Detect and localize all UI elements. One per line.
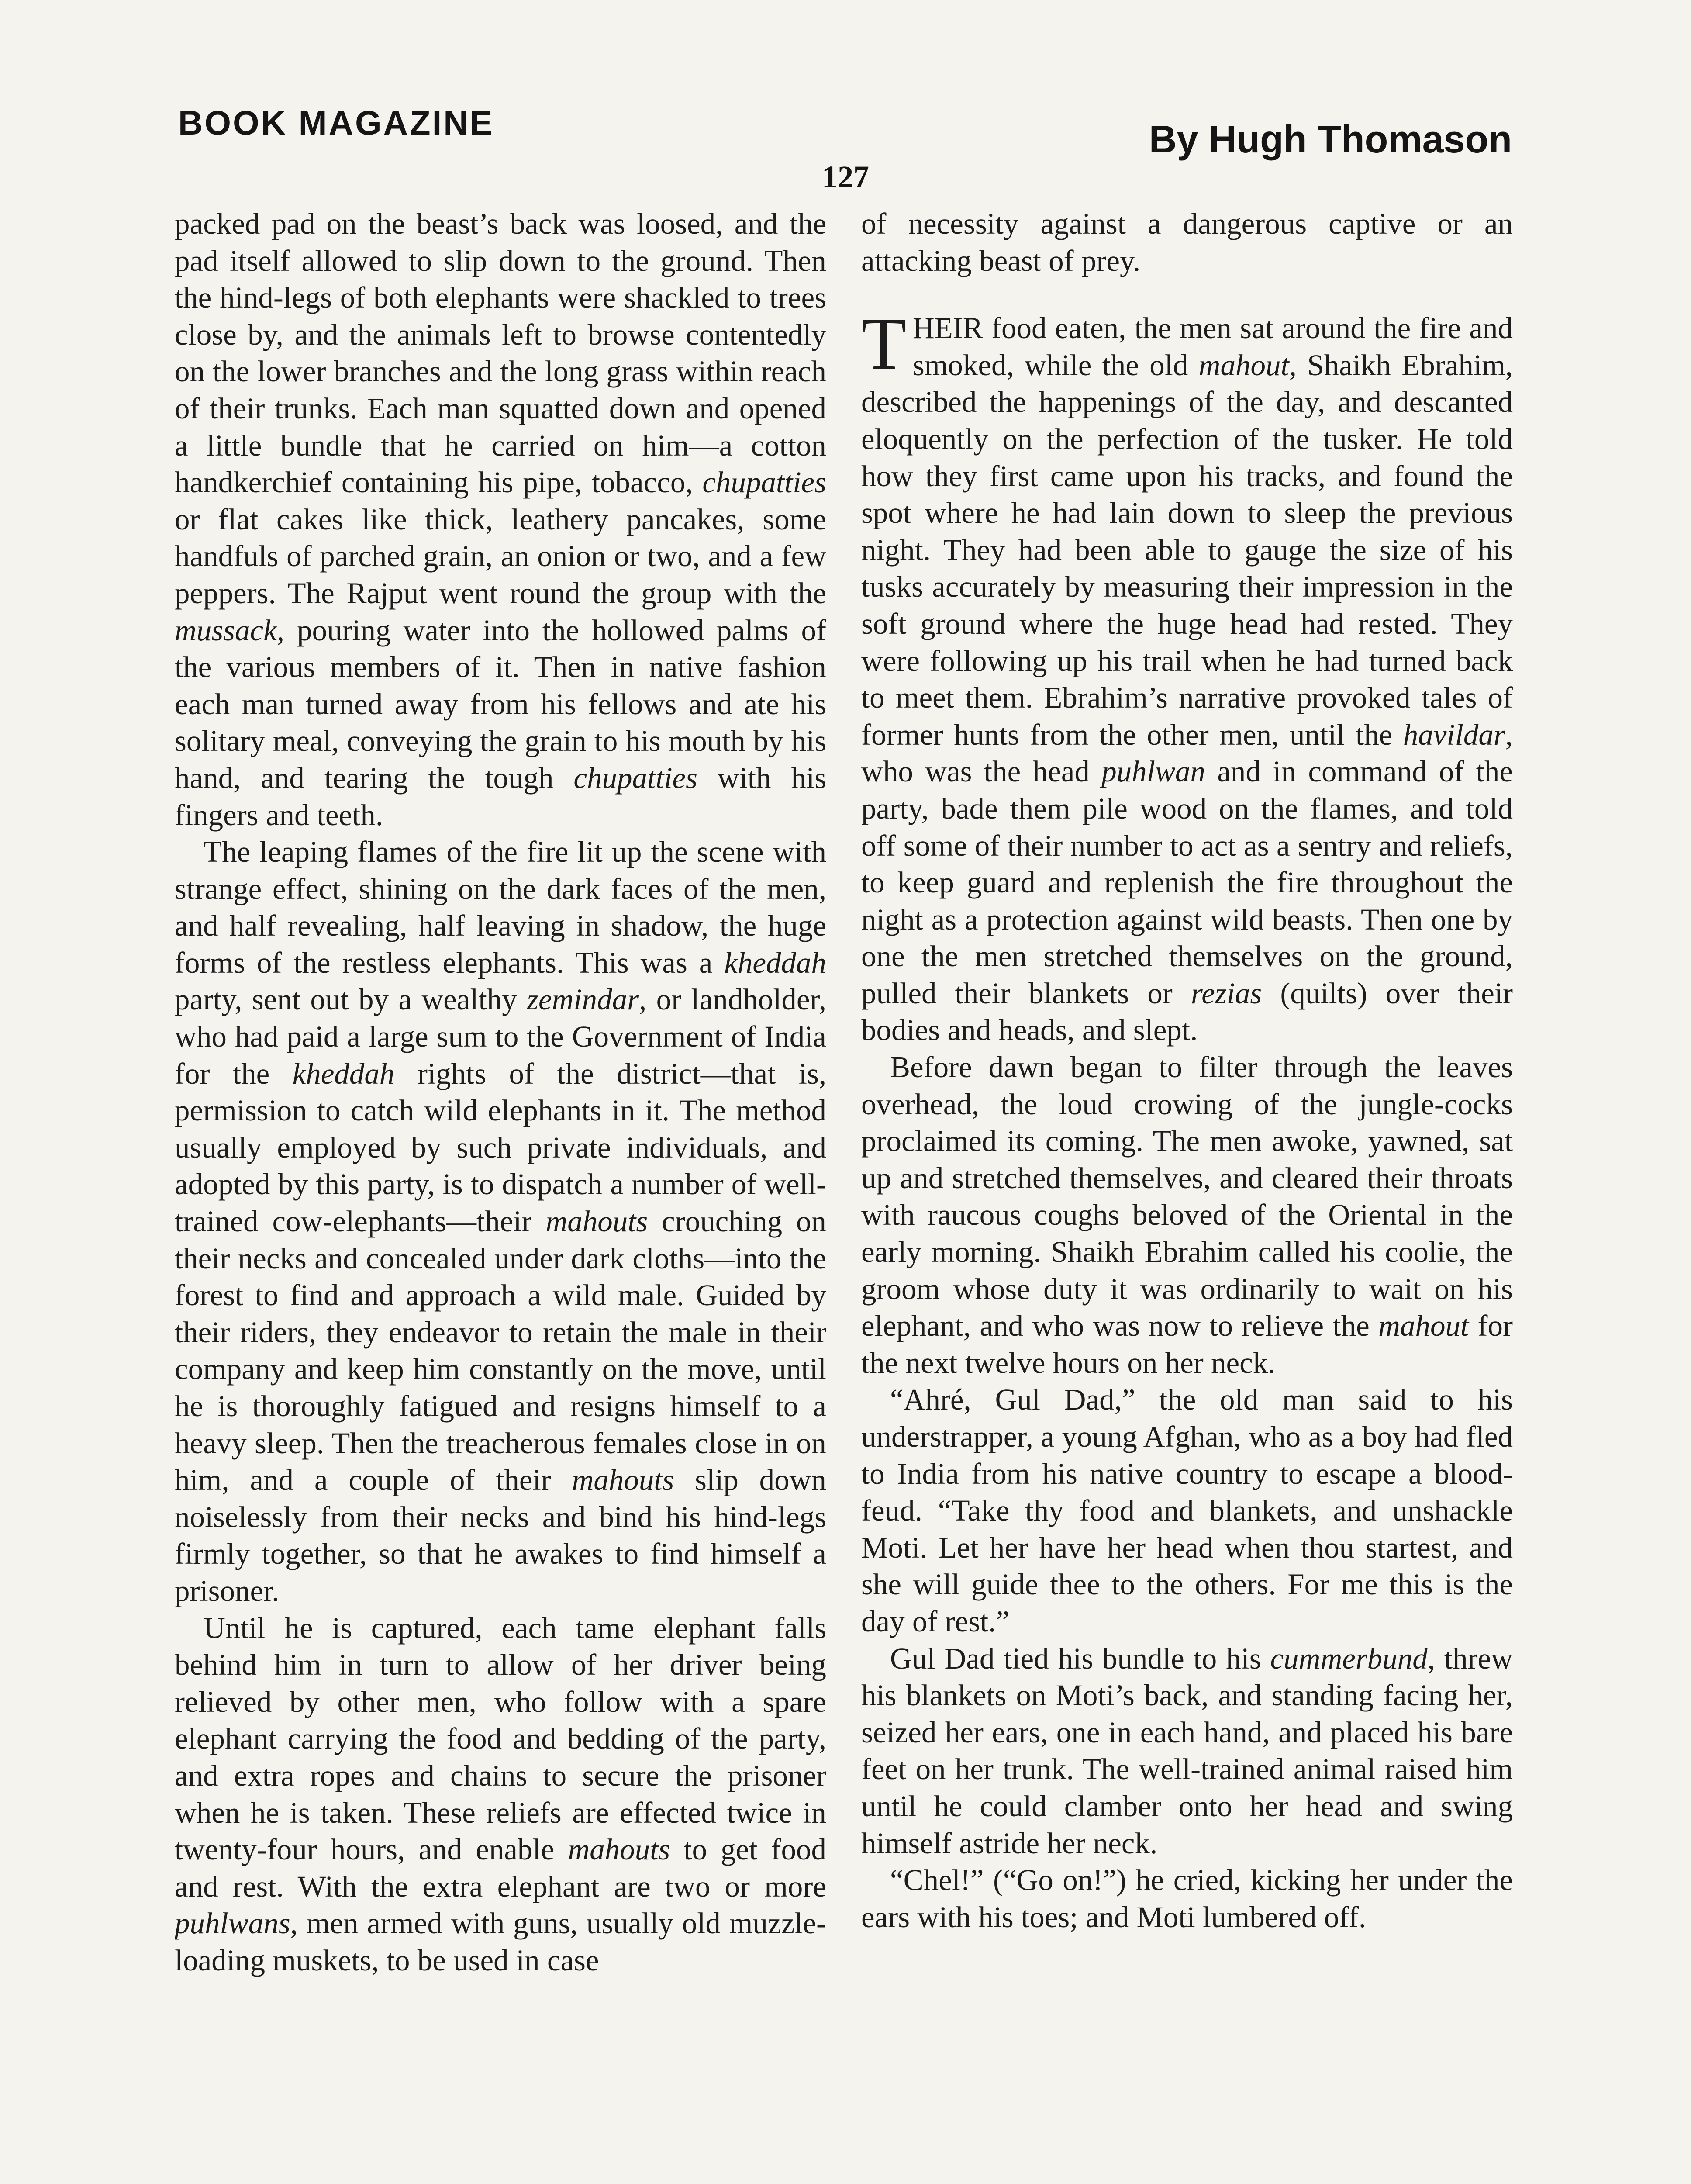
paragraph: The leaping flames of the fire lit up the scene with strange effect, shining on the dark faces of the men, and half revealing, half leaving in shadow, the huge forms of the restless elephants. This was a kheddah party, sent out by a wealthy zemindar, or landholder, who had paid a large sum to the Government of India for the kheddah rights of the district—that is, permission to catch wild elephants in it. The method usually employed by such private individuals, and adopted by this party, is to dispatch a number of well-trained cow-elephants—their mahouts crouching on their necks and concealed under dark cloths—into the forest to find and approach a wild male. Guided by their riders, they endeavor to retain the male in their company and keep him constantly on the move, until he is thoroughly fatigued and resigns himself to a heavy sleep. Then the treacherous females close in on him, and a couple of their mahouts slip down noiselessly from their necks and bind his hind-legs firmly together, so that he awakes to find himself a prisoner. (175, 835, 826, 1607)
page-number: 127 (822, 159, 869, 194)
section-opening-paragraph (861, 303, 1513, 1049)
paragraph: “Chel!” (“Go on!”) he cried, kicking her under the ears with his toes; and Moti lumbered off. (861, 1863, 1513, 1934)
paragraph: “Ahré, Gul Dad,” the old man said to his understrapper, a young Afghan, who as a boy had fled to India from his native country to escape a blood-feud. “Take thy food and blankets, and unshackle Moti. Let her have her head when thou startest, and she will guide thee to the others. For me this is the day of rest.” (861, 1383, 1513, 1638)
paragraph: packed pad on the beast’s back was loosed, and the pad itself allowed to slip down to the ground. Then the hind-legs of both elephants were shackled to trees close by, and the animals left to browse contentedly on the lower branches and the long grass within reach of their trunks. Each man squatted down and opened a little bundle that he carried on him—a cotton handkerchief containing his pipe, tobacco, chupatties or flat cakes like thick, leathery pancakes, some handfuls of parched grain, an onion or two, and a few peppers. The Rajput went round the group with the mussack, pouring water into the hollowed palms of the various members of it. Then in native fashion each man turned away from his fellows and ate his solitary meal, conveying the grain to his mouth by his hand, and tearing the tough chupatties with his fingers and teeth. (175, 207, 826, 832)
drop-cap: T (861, 303, 907, 385)
section-opening-text: HEIR food eaten, the men sat around the fire and smoked, while the old mahout, Shaikh Ebrahim, described the happenings of the day, and descanted eloquently on the perfection of the tusker. He told how they first came upon his tracks, and found the spot where he had lain down to sleep the previous night. They had been able to gauge the size of his tusks accurately by measuring their impression in the soft ground where the huge head had rested. They were following up his trail when he had turned back to meet them. Ebrahim’s narrative provoked tales of former hunts from the other men, until the havildar, who was the head puhlwan and in command of the party, bade them pile wood on the flames, and told off some of their number to act as a sentry and reliefs, to keep guard and replenish the fire throughout the night as a protection against wild beasts. Then one by one the men stretched themselves on the ground, pulled their blankets or rezias (quilts) over their bodies and heads, and slept. (861, 311, 1513, 1047)
paragraph: Before dawn began to filter through the leaves overhead, the loud crowing of the jungle-cocks proclaimed its coming. The men awoke, yawned, sat up and stretched themselves, and cleared their throats with raucous coughs beloved of the Oriental in the early morning. Shaikh Ebrahim called his coolie, the groom whose duty it was ordinarily to wait on his elephant, and who was now to relieve the mahout for the next twelve hours on her neck. (861, 1051, 1513, 1379)
paragraph: Until he is captured, each tame elephant falls behind him in turn to allow of her driver being relieved by other men, who follow with a spare elephant carrying the food and bedding of the party, and extra ropes and chains to secure the prisoner when he is taken. These reliefs are effected twice in twenty-four hours, and enable mahouts to get food and rest. With the extra elephant are two or more puhlwans, men armed with guns, usually old muzzle-loading muskets, to be used in case (175, 1611, 826, 1977)
paragraph: Gul Dad tied his bundle to his cummerbund, threw his blankets on Moti’s back, and standing facing her, seized her ears, one in each hand, and placed his bare feet on her trunk. The well-trained animal raised him until he could clamber onto her head and swing himself astride her neck. (861, 1641, 1513, 1860)
section-break (861, 279, 1513, 310)
paragraph-continuation: of necessity against a dangerous captive or an attacking beast of prey. (861, 207, 1513, 277)
right-column (861, 205, 1513, 2184)
left-column (175, 205, 826, 2184)
running-header-magazine: BOOK MAGAZINE (178, 104, 494, 142)
running-header-author: By Hugh Thomason (1149, 117, 1512, 161)
